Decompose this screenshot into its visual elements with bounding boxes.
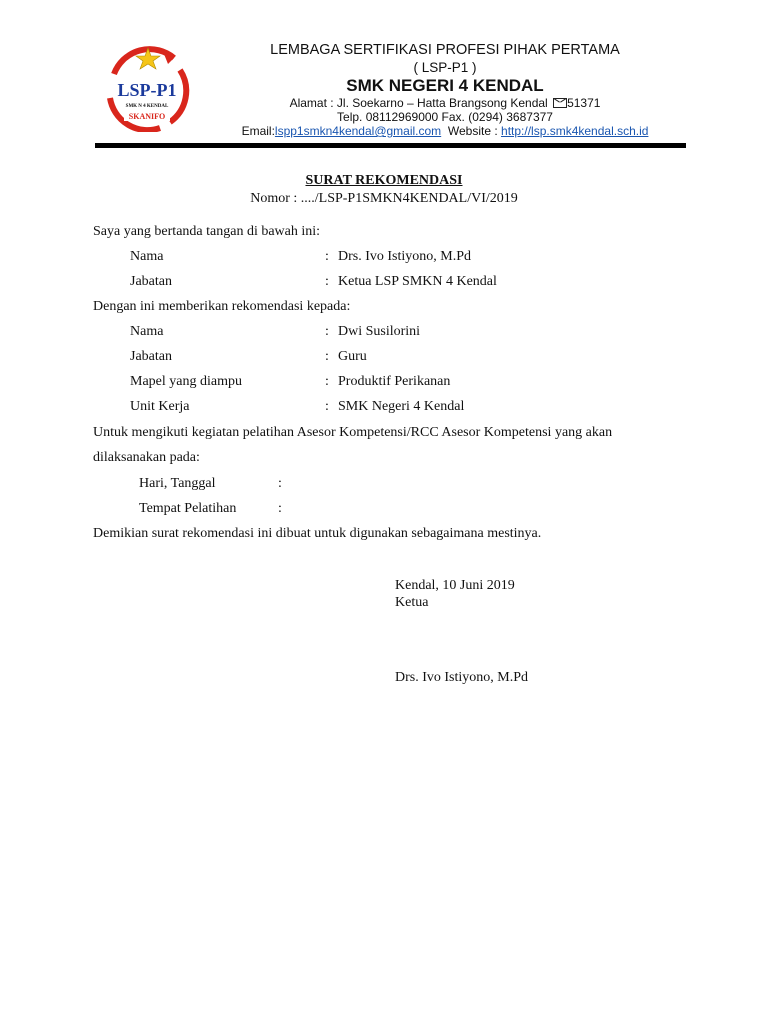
colon: : [325,374,329,389]
org-abbr: ( LSP-P1 ) [413,60,477,75]
event-date-label: Hari, Tanggal [139,476,216,491]
lsp-logo [104,46,190,132]
purpose-line-2: dilaksanakan pada: [93,450,200,465]
colon: : [278,501,282,516]
signer-position-value: Ketua LSP SMKN 4 Kendal [338,274,497,289]
event-place-label: Tempat Pelatihan [139,501,237,516]
logo-school: SMK N 4 KENDAL [125,104,169,109]
colon: : [278,476,282,491]
signature-name: Drs. Ivo Istiyono, M.Pd [395,670,529,685]
school-name: SMK NEGERI 4 KENDAL [346,76,544,95]
envelope-icon [553,98,567,108]
signer-position-label: Jabatan [130,274,172,289]
recipient-name-value: Dwi Susilorini [338,324,421,339]
signer-title: Ketua [395,595,429,610]
recipient-position-value: Guru [338,349,367,364]
colon: : [325,349,329,364]
colon: : [325,399,329,414]
recipient-unit-value: SMK Negeri 4 Kendal [338,399,465,414]
signer-name-value: Drs. Ivo Istiyono, M.Pd [338,249,472,264]
email-link[interactable]: lspp1smkn4kendal@gmail.com [274,124,442,138]
website-label: Website : [447,124,498,138]
purpose-line-1: Untuk mengikuti kegiatan pelatihan Asesor Kompetensi/RCC Asesor Kompetensi yang akan [93,425,613,440]
recipient-name-label: Nama [130,324,164,339]
letter-title: SURAT REKOMENDASI [305,173,463,188]
website-link[interactable]: http://lsp.smk4kendal.sch.id [501,124,649,138]
recipient-subject-value: Produktif Perikanan [338,374,451,389]
logo-brand: SKANIFO [128,112,166,121]
recommend-intro: Dengan ini memberikan rekomendasi kepada: [93,299,351,314]
address-text: Alamat : Jl. Soekarno – Hatta Brangsong Kendal [289,96,548,110]
postcode: 51371 [567,96,601,110]
telephone: Telp. 08112969000 Fax. (0294) 3687377 [337,110,553,124]
address [190,96,700,110]
org-name: LEMBAGA SERTIFIKASI PROFESI PIHAK PERTAMA [270,42,620,58]
header-divider [95,143,686,148]
signer-name-label: Nama [130,249,164,264]
colon: : [325,324,329,339]
intro-text: Saya yang bertanda tangan di bawah ini: [93,224,321,239]
colon: : [325,274,329,289]
colon: : [325,249,329,264]
recipient-position-label: Jabatan [130,349,172,364]
email-label: Email: [241,124,275,138]
recipient-subject-label: Mapel yang diampu [130,374,242,389]
closing-text: Demikian surat rekomendasi ini dibuat untuk digunakan sebagaimana mestinya. [93,526,542,541]
letter-number: Nomor : ..../LSP-P1SMKN4KENDAL/VI/2019 [250,191,518,206]
recipient-unit-label: Unit Kerja [130,399,190,414]
place-date: Kendal, 10 Juni 2019 [395,578,515,593]
logo-text: LSP-P1 [117,80,177,100]
contact-line [190,124,700,138]
